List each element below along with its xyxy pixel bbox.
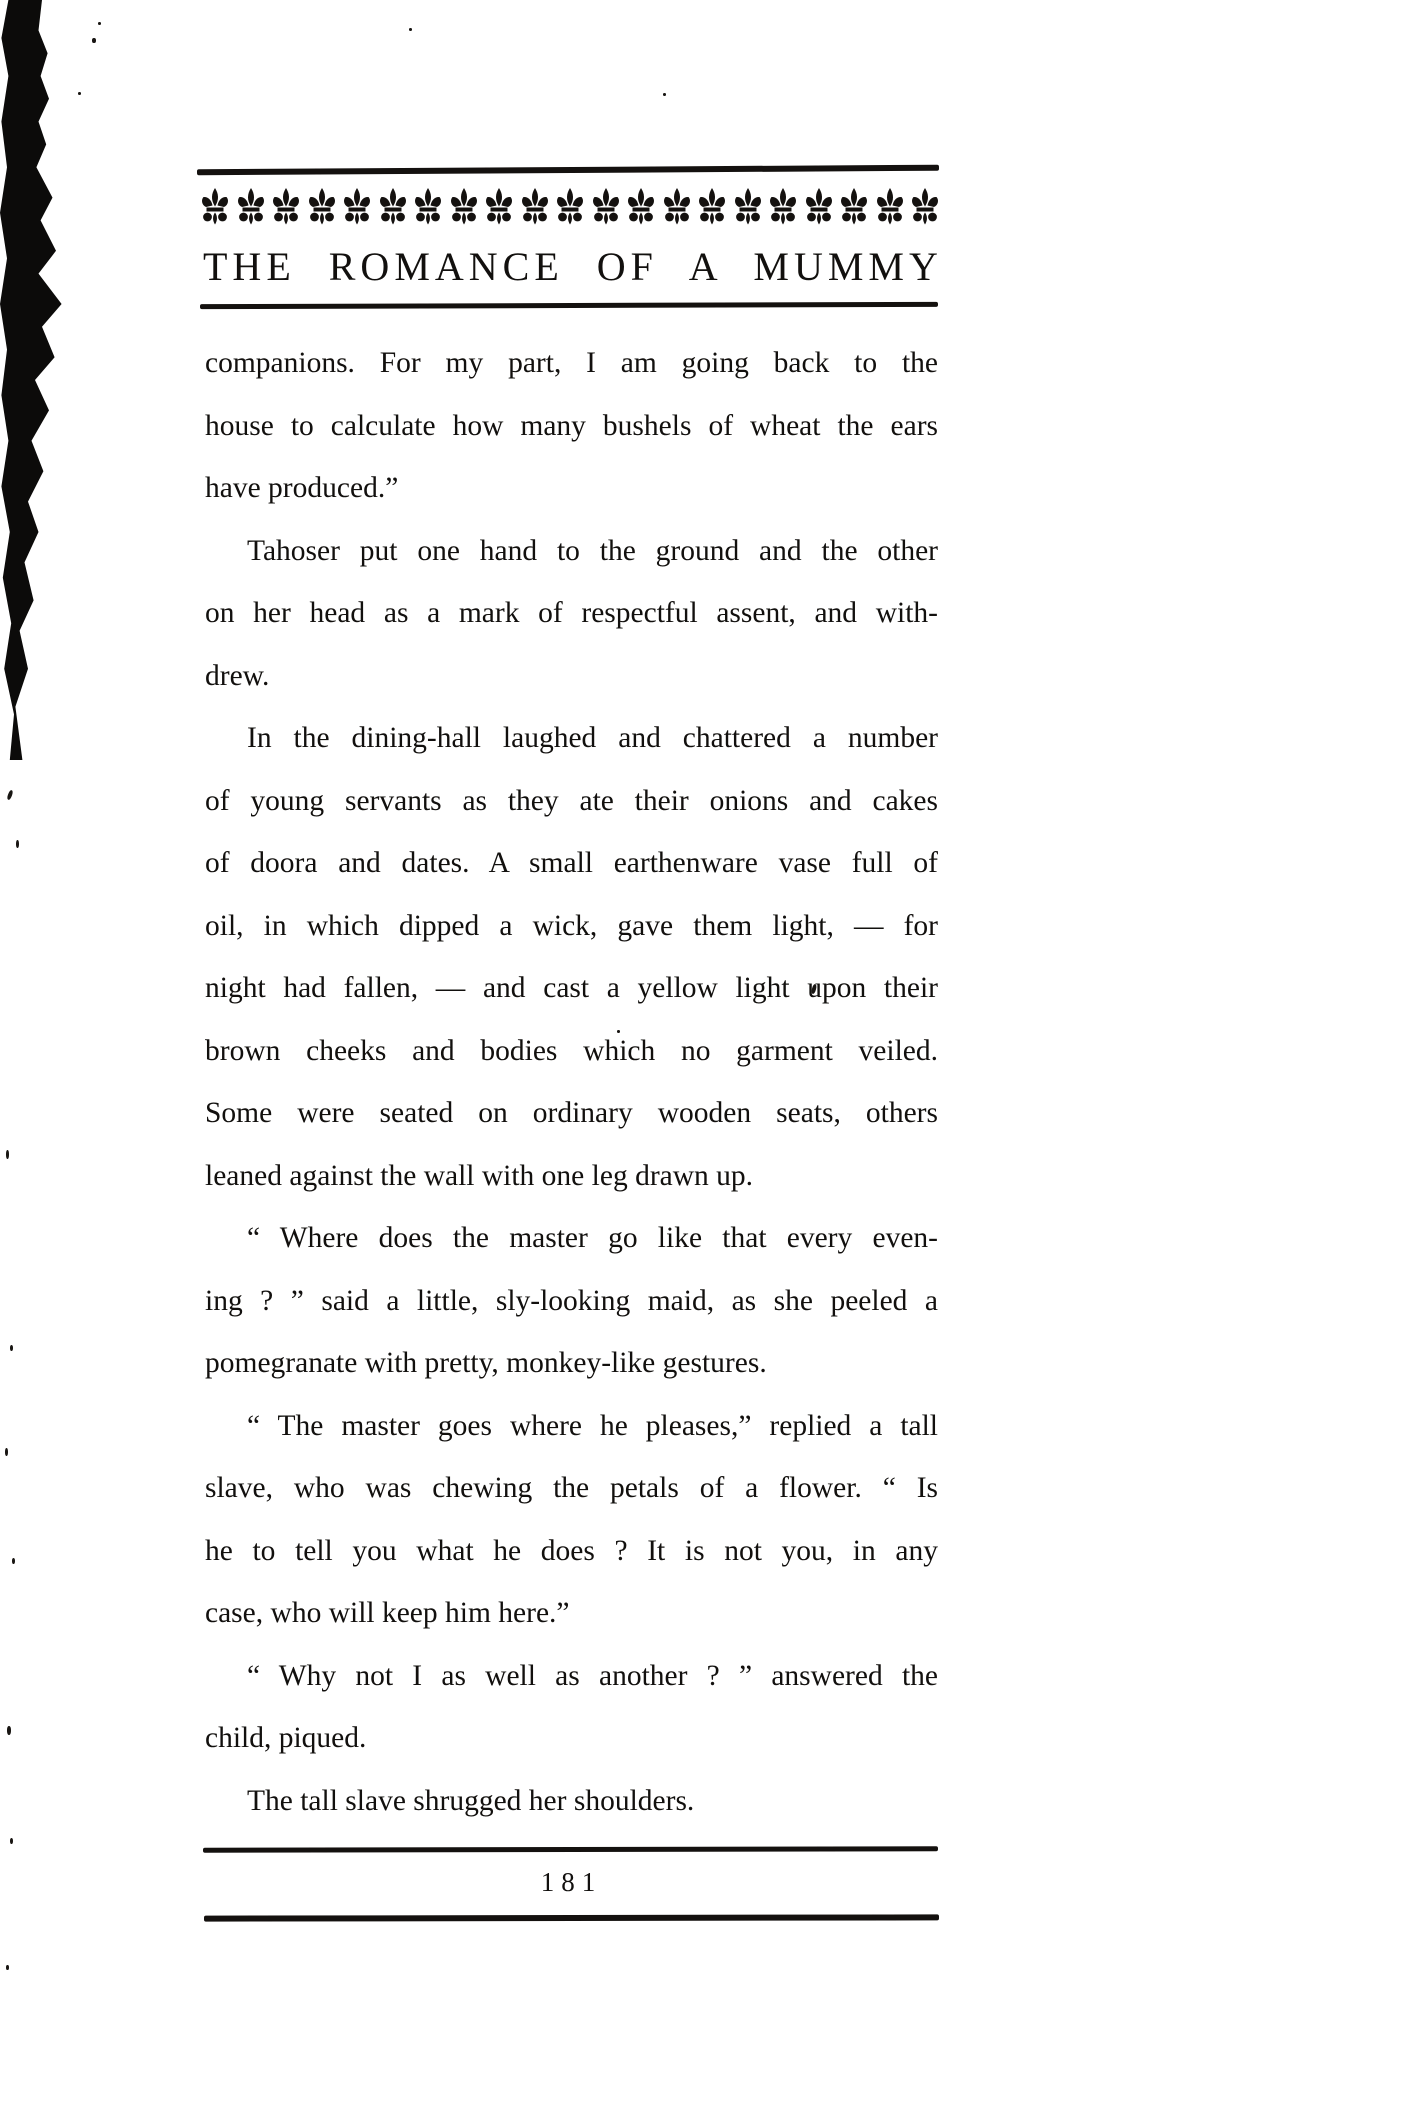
scan-speck: [16, 840, 19, 848]
running-head-title: THE ROMANCE OF A MUMMY: [203, 244, 943, 289]
footer-rule-bottom: [204, 1914, 939, 1921]
text-line: drew.: [205, 659, 270, 692]
fleur-de-lis-icon: [768, 186, 798, 226]
scan-speck: [12, 1558, 15, 1564]
scan-speck: [10, 1345, 13, 1351]
text-line: house to calculate how many bushels of wheat the ears: [205, 409, 938, 442]
fleur-de-lis-icon: [804, 186, 834, 226]
text-line: Tahoser put one hand to the ground and the other: [247, 534, 938, 567]
text-line: child, piqued.: [205, 1722, 367, 1754]
text-line: have produced.”: [205, 472, 399, 504]
scan-speck: [92, 38, 96, 43]
text-line: of young servants as they ate their onions and cakes: [205, 784, 938, 817]
scan-speck: [78, 92, 81, 95]
footer-rule-top: [203, 1846, 938, 1853]
fleur-de-lis-icon: [697, 186, 727, 226]
fleur-de-lis-icon: [378, 186, 408, 226]
fleur-de-lis-icon: [662, 186, 692, 226]
page-number: 181: [540, 1867, 603, 1897]
fleur-de-lis-icon: [733, 186, 763, 226]
fleur-de-lis-icon: [307, 186, 337, 226]
fleur-de-lis-icon: [236, 186, 266, 226]
text-line: Some were seated on ordinary wooden seats, others: [205, 1097, 938, 1129]
scan-speck: [7, 1726, 11, 1735]
text-line: on her head as a mark of respectful assent, and with-: [205, 597, 938, 629]
text-line: of doora and dates. A small earthenware vase full of: [205, 847, 938, 879]
fleur-de-lis-icon: [520, 186, 550, 226]
fleur-de-lis-icon: [591, 186, 621, 226]
text-line: case, who will keep him here.”: [205, 1597, 570, 1629]
fleur-de-lis-icon: [200, 186, 230, 226]
scan-speck: [6, 1150, 9, 1159]
fleur-de-lis-icon: [413, 186, 443, 226]
text-line: pomegranate with pretty, monkey-like gestures.: [205, 1347, 767, 1379]
text-line: “ Why not I as well as another ? ” answered the: [247, 1659, 938, 1692]
scan-speck: [6, 1965, 9, 1970]
fleur-de-lis-icon: [484, 186, 514, 226]
text-line: “ Where does the master go like that every even-: [247, 1222, 938, 1254]
fleur-de-lis-icon: [555, 186, 585, 226]
text-line: brown cheeks and bodies which no garment veiled.: [205, 1034, 938, 1067]
text-line: The tall slave shrugged her shoulders.: [247, 1784, 695, 1817]
scan-speck: [409, 28, 412, 31]
title-rule: [200, 302, 938, 309]
scan-speck: [10, 1838, 13, 1844]
scan-speck: [5, 1448, 8, 1456]
text-line: night had fallen, — and cast a yellow light upon their: [205, 972, 938, 1004]
fleur-de-lis-icon: [342, 186, 372, 226]
header-rule: [197, 165, 939, 176]
text-line: ing ? ” said a little, sly-looking maid, as she peeled a: [205, 1284, 938, 1317]
scan-speck: [6, 790, 13, 801]
fleur-de-lis-ornament-row: [200, 186, 940, 234]
scan-speck: [98, 22, 101, 25]
body-text: [205, 332, 938, 1832]
text-line: he to tell you what he does ? It is not you, in any: [205, 1534, 938, 1567]
fleur-de-lis-icon: [626, 186, 656, 226]
scan-speck: [663, 93, 666, 96]
text-line: slave, who was chewing the petals of a flower. “ Is: [205, 1472, 938, 1504]
text-line: leaned against the wall with one leg drawn up.: [205, 1159, 754, 1192]
text-line: “ The master goes where he pleases,” replied a tall: [247, 1409, 938, 1442]
fleur-de-lis-icon: [449, 186, 479, 226]
text-line: In the dining-hall laughed and chattered a number: [247, 722, 938, 754]
fleur-de-lis-icon: [271, 186, 301, 226]
fleur-de-lis-icon: [875, 186, 905, 226]
fleur-de-lis-icon: [910, 186, 940, 226]
text-line: oil, in which dipped a wick, gave them light, — for: [205, 909, 938, 942]
fleur-de-lis-icon: [839, 186, 869, 226]
scan-gutter-artifact: [0, 0, 70, 760]
text-line: companions. For my part, I am going back to the: [205, 347, 938, 379]
